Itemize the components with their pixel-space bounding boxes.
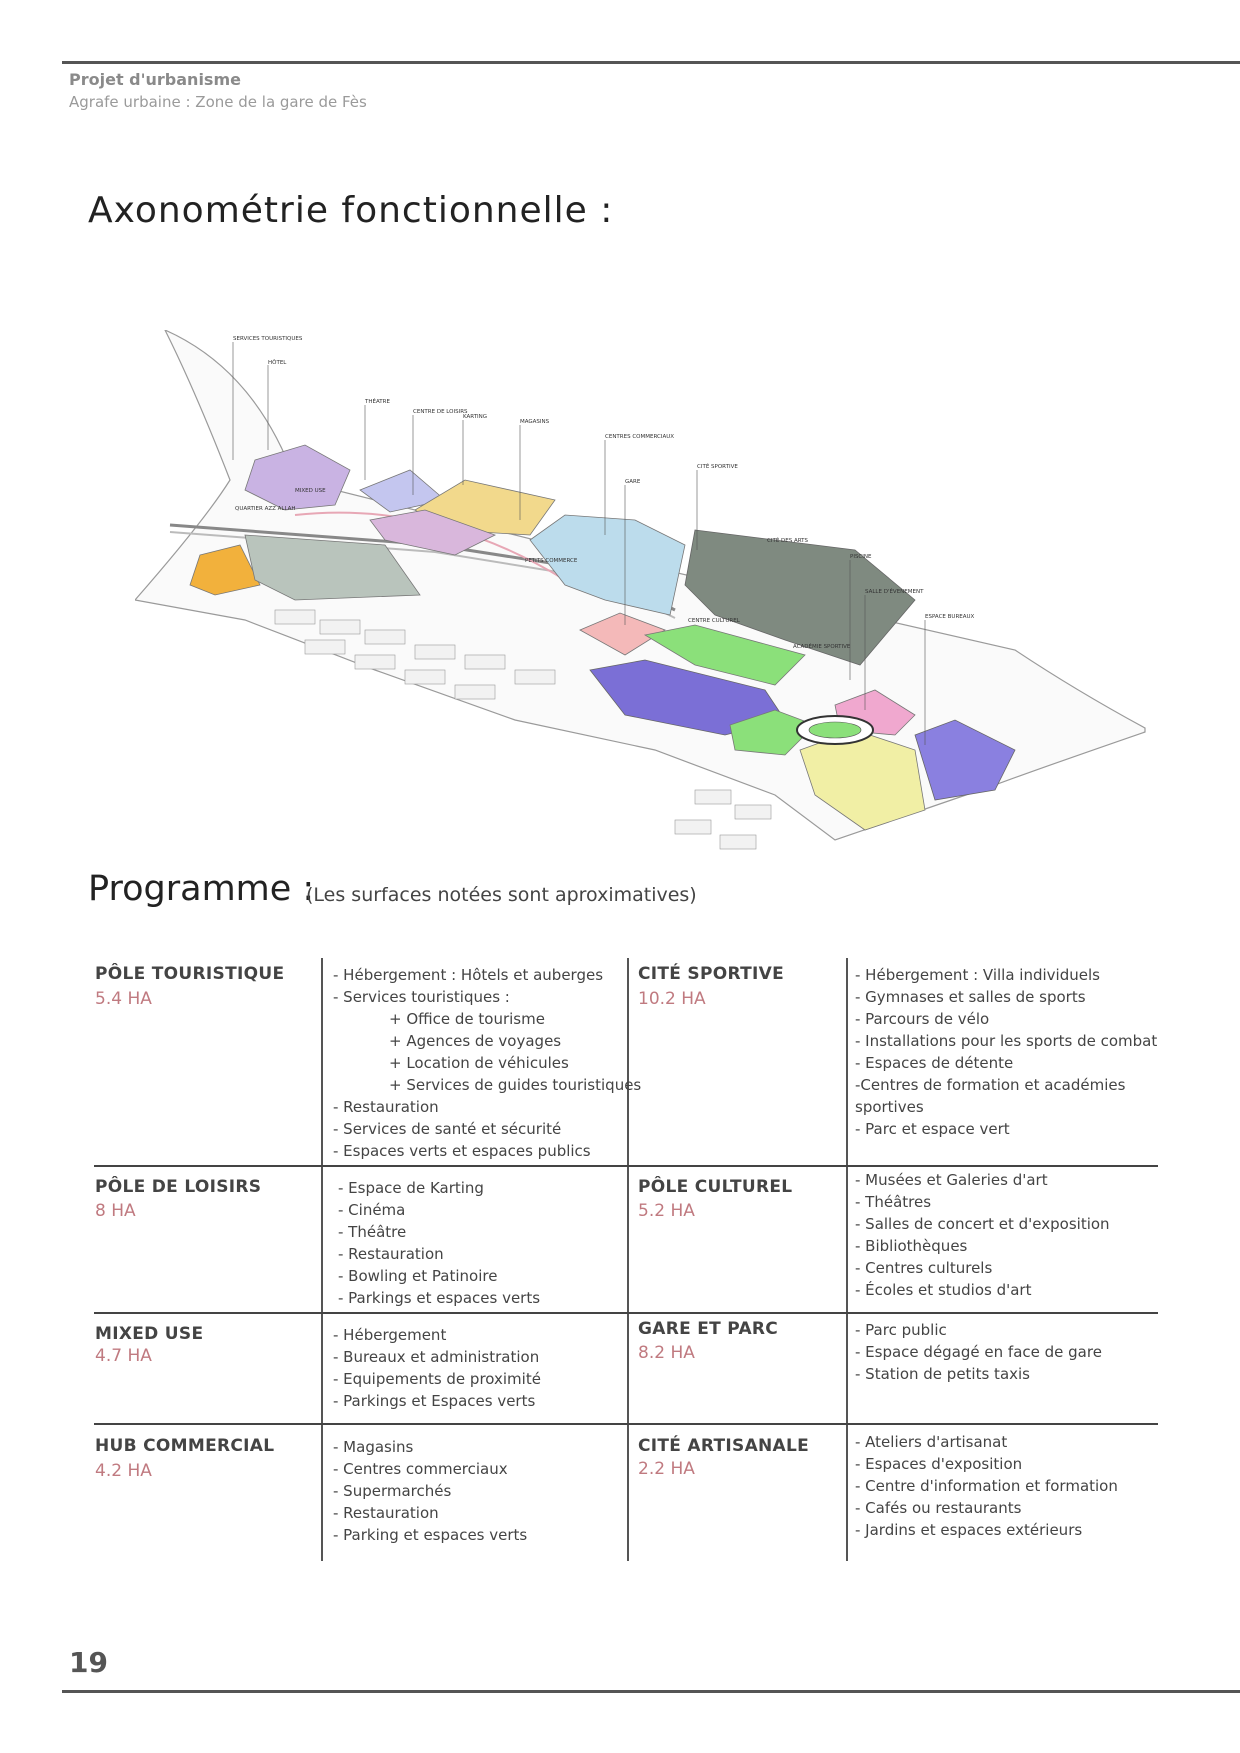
list-item: - Services touristiques : xyxy=(333,988,510,1006)
list-item: - Equipements de proximité xyxy=(333,1370,541,1388)
pole-loisirs-area: 8 HA xyxy=(95,1201,136,1221)
mixed-use-name: MIXED USE xyxy=(95,1324,204,1344)
list-item: - Parc et espace vert xyxy=(855,1120,1010,1138)
list-item: - Parc public xyxy=(855,1321,947,1339)
table-divider-3 xyxy=(846,958,848,1561)
gare-parc-list xyxy=(855,1319,1102,1385)
list-item: - Parkings et Espaces verts xyxy=(333,1392,536,1410)
list-item: -Centres de formation et académies xyxy=(855,1076,1126,1094)
list-item: - Écoles et studios d'art xyxy=(855,1281,1032,1299)
label-centre-loisirs: CENTRE DE LOISIRS xyxy=(413,409,468,415)
label-theatre: THÉATRE xyxy=(365,399,390,405)
list-item: - Station de petits taxis xyxy=(855,1365,1030,1383)
cite-sportive-area: 10.2 HA xyxy=(638,989,706,1009)
header-rule xyxy=(62,61,1240,64)
table-divider-1 xyxy=(321,958,323,1561)
list-item: - Espace dégagé en face de gare xyxy=(855,1343,1102,1361)
list-item: - Restauration xyxy=(338,1245,444,1263)
pole-culturel-area: 5.2 HA xyxy=(638,1201,695,1221)
list-item: - Centres culturels xyxy=(855,1259,993,1277)
list-item: - Parcours de vélo xyxy=(855,1010,990,1028)
list-item: - Espaces de détente xyxy=(855,1054,1014,1072)
label-academie-sportive: ACADÉMIE SPORTIVE xyxy=(793,644,851,650)
list-item: - Installations pour les sports de combat xyxy=(855,1032,1158,1050)
cite-artisanale-area: 2.2 HA xyxy=(638,1459,695,1479)
footer-rule xyxy=(62,1690,1240,1693)
list-item: - Ateliers d'artisanat xyxy=(855,1433,1008,1451)
field xyxy=(809,722,861,738)
cite-sportive-name: CITÉ SPORTIVE xyxy=(638,964,785,984)
header-subtitle: Agrafe urbaine : Zone de la gare de Fès xyxy=(69,93,367,111)
list-item: - Espaces verts et espaces publics xyxy=(333,1142,591,1160)
label-petits-commerce: PETITS COMMERCE xyxy=(525,558,578,564)
hub-commercial-name: HUB COMMERCIAL xyxy=(95,1436,275,1456)
list-item: + Services de guides touristiques xyxy=(389,1076,642,1094)
cite-sportive-list xyxy=(855,964,1157,1140)
list-item: - Bowling et Patinoire xyxy=(338,1267,498,1285)
list-item: + Location de véhicules xyxy=(389,1054,569,1072)
cite-artisanale-list xyxy=(855,1431,1118,1541)
hub-commercial-list xyxy=(333,1436,527,1546)
label-quartier: QUARTIER AZZ ALLAH xyxy=(235,506,296,512)
header-title: Projet d'urbanisme xyxy=(69,70,241,89)
table-row-rule-3 xyxy=(94,1423,1158,1425)
pole-culturel-list xyxy=(855,1169,1110,1301)
page-number: 19 xyxy=(69,1646,108,1679)
list-item: - Services de santé et sécurité xyxy=(333,1120,562,1138)
label-services-touristiques: SERVICES TOURISTIQUES xyxy=(233,336,303,342)
label-centre-culturel: CENTRE CULTUREL xyxy=(688,618,740,624)
list-item: - Hébergement : Hôtels et auberges xyxy=(333,966,604,984)
label-hotel: HÔTEL xyxy=(268,360,287,366)
label-cite-des-arts: CITÉ DES ARTS xyxy=(767,538,809,544)
list-item: - Cafés ou restaurants xyxy=(855,1499,1022,1517)
mixed-use-area: 4.7 HA xyxy=(95,1346,152,1366)
pole-loisirs-list xyxy=(338,1177,540,1309)
table-row-rule-2 xyxy=(94,1312,1158,1314)
list-item: - Centres commerciaux xyxy=(333,1460,508,1478)
list-item: - Musées et Galeries d'art xyxy=(855,1171,1048,1189)
gare-parc-area: 8.2 HA xyxy=(638,1343,695,1363)
axonometric-map xyxy=(135,330,1155,870)
label-karting: KARTING xyxy=(463,414,488,420)
label-mixed-use: MIXED USE xyxy=(295,488,326,494)
list-item: - Cinéma xyxy=(338,1201,406,1219)
list-item: - Gymnases et salles de sports xyxy=(855,988,1086,1006)
pole-touristique-area: 5.4 HA xyxy=(95,989,152,1009)
list-item: - Restauration xyxy=(333,1504,439,1522)
list-item: - Théâtre xyxy=(338,1223,407,1241)
pole-touristique-name: PÔLE TOURISTIQUE xyxy=(95,964,285,984)
programme-note: (Les surfaces notées sont aproximatives) xyxy=(306,884,697,906)
list-item: - Bibliothèques xyxy=(855,1237,968,1255)
section-title: Axonométrie fonctionnelle : xyxy=(88,190,614,231)
list-item: - Espace de Karting xyxy=(338,1179,484,1197)
list-item: - Bureaux et administration xyxy=(333,1348,540,1366)
list-item: + Agences de voyages xyxy=(389,1032,562,1050)
list-item: - Hébergement : Villa individuels xyxy=(855,966,1100,984)
list-item: - Centre d'information et formation xyxy=(855,1477,1118,1495)
list-item: - Espaces d'exposition xyxy=(855,1455,1023,1473)
list-item: sportives xyxy=(855,1098,924,1116)
pole-culturel-name: PÔLE CULTUREL xyxy=(638,1177,793,1197)
programme-title: Programme : xyxy=(88,869,315,909)
pole-loisirs-name: PÔLE DE LOISIRS xyxy=(95,1177,262,1197)
list-item: - Parkings et espaces verts xyxy=(338,1289,541,1307)
mixed-use-list xyxy=(333,1324,541,1412)
list-item: - Parking et espaces verts xyxy=(333,1526,528,1544)
label-salle-evenement: SALLE D'ÉVENEMENT xyxy=(865,589,924,595)
list-item: - Hébergement xyxy=(333,1326,447,1344)
list-item: - Jardins et espaces extérieurs xyxy=(855,1521,1083,1539)
label-centres-commerciaux: CENTRES COMMERCIAUX xyxy=(605,434,675,440)
gare-parc-name: GARE ET PARC xyxy=(638,1319,779,1339)
label-piscine: PISCINE xyxy=(850,554,872,560)
list-item: - Magasins xyxy=(333,1438,414,1456)
hub-commercial-area: 4.2 HA xyxy=(95,1461,152,1481)
label-cite-sportive: CITÉ SPORTIVE xyxy=(697,464,738,470)
label-espace-bureaux: ESPACE BUREAUX xyxy=(925,614,975,620)
list-item: - Théâtres xyxy=(855,1193,932,1211)
list-item: + Office de tourisme xyxy=(389,1010,545,1028)
label-magasins: MAGASINS xyxy=(520,419,550,425)
list-item: - Salles de concert et d'exposition xyxy=(855,1215,1110,1233)
cite-artisanale-name: CITÉ ARTISANALE xyxy=(638,1436,810,1456)
list-item: - Restauration xyxy=(333,1098,439,1116)
pole-touristique-list xyxy=(333,964,641,1162)
label-gare: GARE xyxy=(625,479,641,485)
list-item: - Supermarchés xyxy=(333,1482,452,1500)
table-row-rule-1 xyxy=(94,1165,1158,1167)
